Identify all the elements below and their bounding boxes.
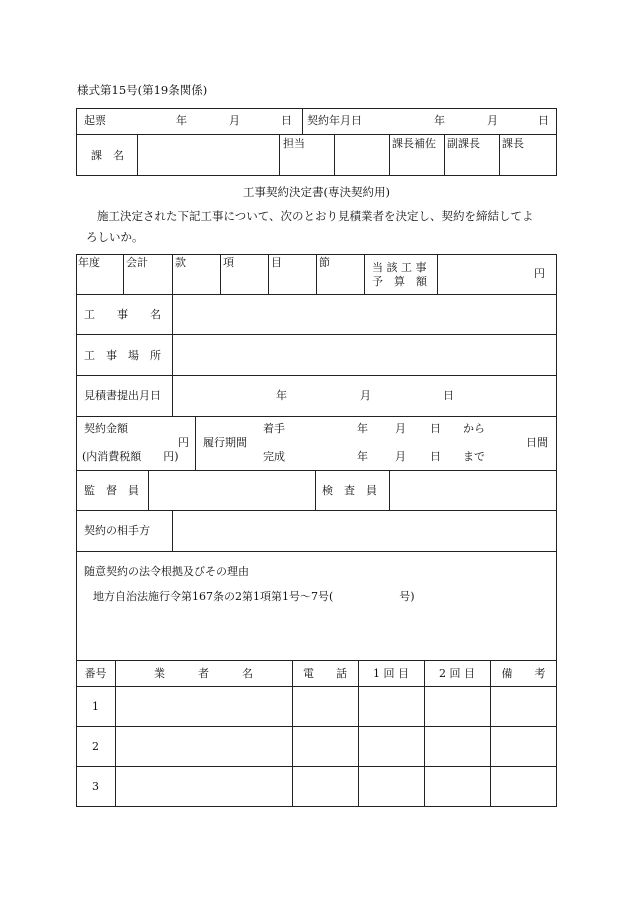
contract-amount-yen-unit: 円 bbox=[178, 436, 189, 449]
divider bbox=[172, 254, 173, 294]
estimate-month-label: 月 bbox=[360, 389, 371, 402]
divider bbox=[424, 660, 425, 807]
construction-name-label: 工 事 名 bbox=[84, 308, 161, 321]
kan-label: 款 bbox=[175, 256, 186, 269]
deputy-manager-label: 副課長 bbox=[447, 137, 480, 150]
divider bbox=[279, 134, 280, 176]
page-title: 工事契約決定書(専決契約用) bbox=[243, 185, 390, 199]
divider bbox=[76, 334, 557, 335]
divider bbox=[76, 375, 557, 376]
performance-period-label: 履行期間 bbox=[203, 436, 247, 449]
supervisor-label: 監 督 員 bbox=[84, 484, 139, 497]
negotiated-contract-basis-label: 随意契約の法令根拠及びその理由 bbox=[84, 565, 249, 578]
divider bbox=[195, 416, 196, 470]
form-number-label: 様式第15号(第19条関係) bbox=[77, 83, 208, 97]
budget-yen-unit: 円 bbox=[534, 267, 545, 280]
divider bbox=[437, 254, 438, 294]
bidders-header-number: 番号 bbox=[84, 667, 107, 680]
setsu-label: 節 bbox=[319, 256, 330, 269]
manager-label: 課長 bbox=[502, 137, 524, 150]
budget-label-line1: 当 該 工 事 bbox=[372, 261, 427, 274]
until-label: まで bbox=[463, 450, 485, 463]
start-day-label: 日 bbox=[430, 422, 441, 435]
divider bbox=[444, 134, 445, 176]
divider bbox=[315, 470, 316, 510]
kihyo-label: 起票 bbox=[84, 114, 106, 127]
bidder-row-number: 2 bbox=[92, 740, 99, 753]
intro-text-line1: 施工決定された下記工事について、次のとおり見積業者を決定し、契約を締結してよ bbox=[97, 209, 534, 223]
start-label: 着手 bbox=[263, 422, 285, 435]
account-label: 会計 bbox=[126, 256, 148, 269]
start-year-label: 年 bbox=[357, 422, 368, 435]
from-label: から bbox=[463, 422, 485, 435]
contract-month-label: 月 bbox=[487, 114, 498, 127]
fiscal-year-label: 年度 bbox=[78, 256, 100, 269]
divider bbox=[148, 470, 149, 510]
bidders-header-first-round: 1 回 目 bbox=[373, 667, 409, 680]
divider bbox=[76, 134, 557, 135]
divider bbox=[389, 470, 390, 510]
counterparty-label: 契約の相手方 bbox=[84, 524, 150, 537]
divider bbox=[334, 134, 335, 176]
moku-label: 目 bbox=[271, 256, 282, 269]
kihyo-month-label: 月 bbox=[229, 114, 240, 127]
assistant-manager-label: 課長補佐 bbox=[392, 137, 436, 150]
divider bbox=[316, 254, 317, 294]
contract-year-label: 年 bbox=[434, 114, 445, 127]
bidders-header-remarks: 備 考 bbox=[501, 667, 546, 680]
bidders-header-phone: 電 話 bbox=[303, 667, 347, 680]
estimate-day-label: 日 bbox=[443, 389, 454, 402]
tanto-label: 担当 bbox=[283, 137, 305, 150]
divider bbox=[123, 254, 124, 294]
kihyo-year-label: 年 bbox=[176, 114, 187, 127]
divider bbox=[364, 254, 365, 294]
divider bbox=[76, 416, 557, 417]
bidder-row-number: 1 bbox=[92, 700, 99, 713]
bidder-row-number: 3 bbox=[92, 780, 99, 793]
completion-year-label: 年 bbox=[357, 450, 368, 463]
divider bbox=[76, 294, 557, 295]
divider bbox=[76, 510, 557, 511]
divider bbox=[389, 134, 390, 176]
legal-basis-text: 地方自治法施行令第167条の2第1項第1号～7号( 号) bbox=[93, 590, 415, 603]
estimate-date-label: 見積書提出月日 bbox=[84, 389, 161, 402]
completion-label: 完成 bbox=[263, 450, 285, 463]
divider bbox=[358, 660, 359, 807]
contract-date-label: 契約年月日 bbox=[307, 114, 362, 127]
consumption-tax-label: (内消費税額 円) bbox=[82, 450, 179, 463]
divider bbox=[76, 726, 557, 727]
completion-month-label: 月 bbox=[395, 450, 406, 463]
divider bbox=[76, 551, 557, 552]
inspector-label: 検 査 員 bbox=[322, 484, 377, 497]
divider bbox=[490, 660, 491, 807]
divider bbox=[220, 254, 221, 294]
divider bbox=[172, 294, 173, 416]
contract-amount-label: 契約金額 bbox=[84, 422, 128, 435]
estimate-year-label: 年 bbox=[276, 389, 287, 402]
bidders-header-company: 業 者 名 bbox=[154, 667, 253, 680]
section-name-label: 課 名 bbox=[91, 149, 124, 162]
construction-site-label: 工 事 場 所 bbox=[84, 349, 161, 362]
contract-day-label: 日 bbox=[538, 114, 549, 127]
intro-text-line2: ろしいか。 bbox=[86, 230, 144, 244]
days-label: 日間 bbox=[526, 436, 548, 449]
divider bbox=[292, 660, 293, 807]
start-month-label: 月 bbox=[395, 422, 406, 435]
divider bbox=[172, 510, 173, 551]
divider bbox=[137, 134, 138, 176]
ko-label: 項 bbox=[223, 256, 234, 269]
divider bbox=[76, 686, 557, 687]
budget-label-line2: 予 算 額 bbox=[372, 275, 427, 288]
bidders-header-second-round: 2 回 目 bbox=[439, 667, 475, 680]
divider bbox=[302, 108, 303, 134]
divider bbox=[115, 660, 116, 807]
completion-day-label: 日 bbox=[430, 450, 441, 463]
divider bbox=[76, 766, 557, 767]
kihyo-day-label: 日 bbox=[281, 114, 292, 127]
divider bbox=[76, 660, 557, 661]
divider bbox=[268, 254, 269, 294]
divider bbox=[499, 134, 500, 176]
